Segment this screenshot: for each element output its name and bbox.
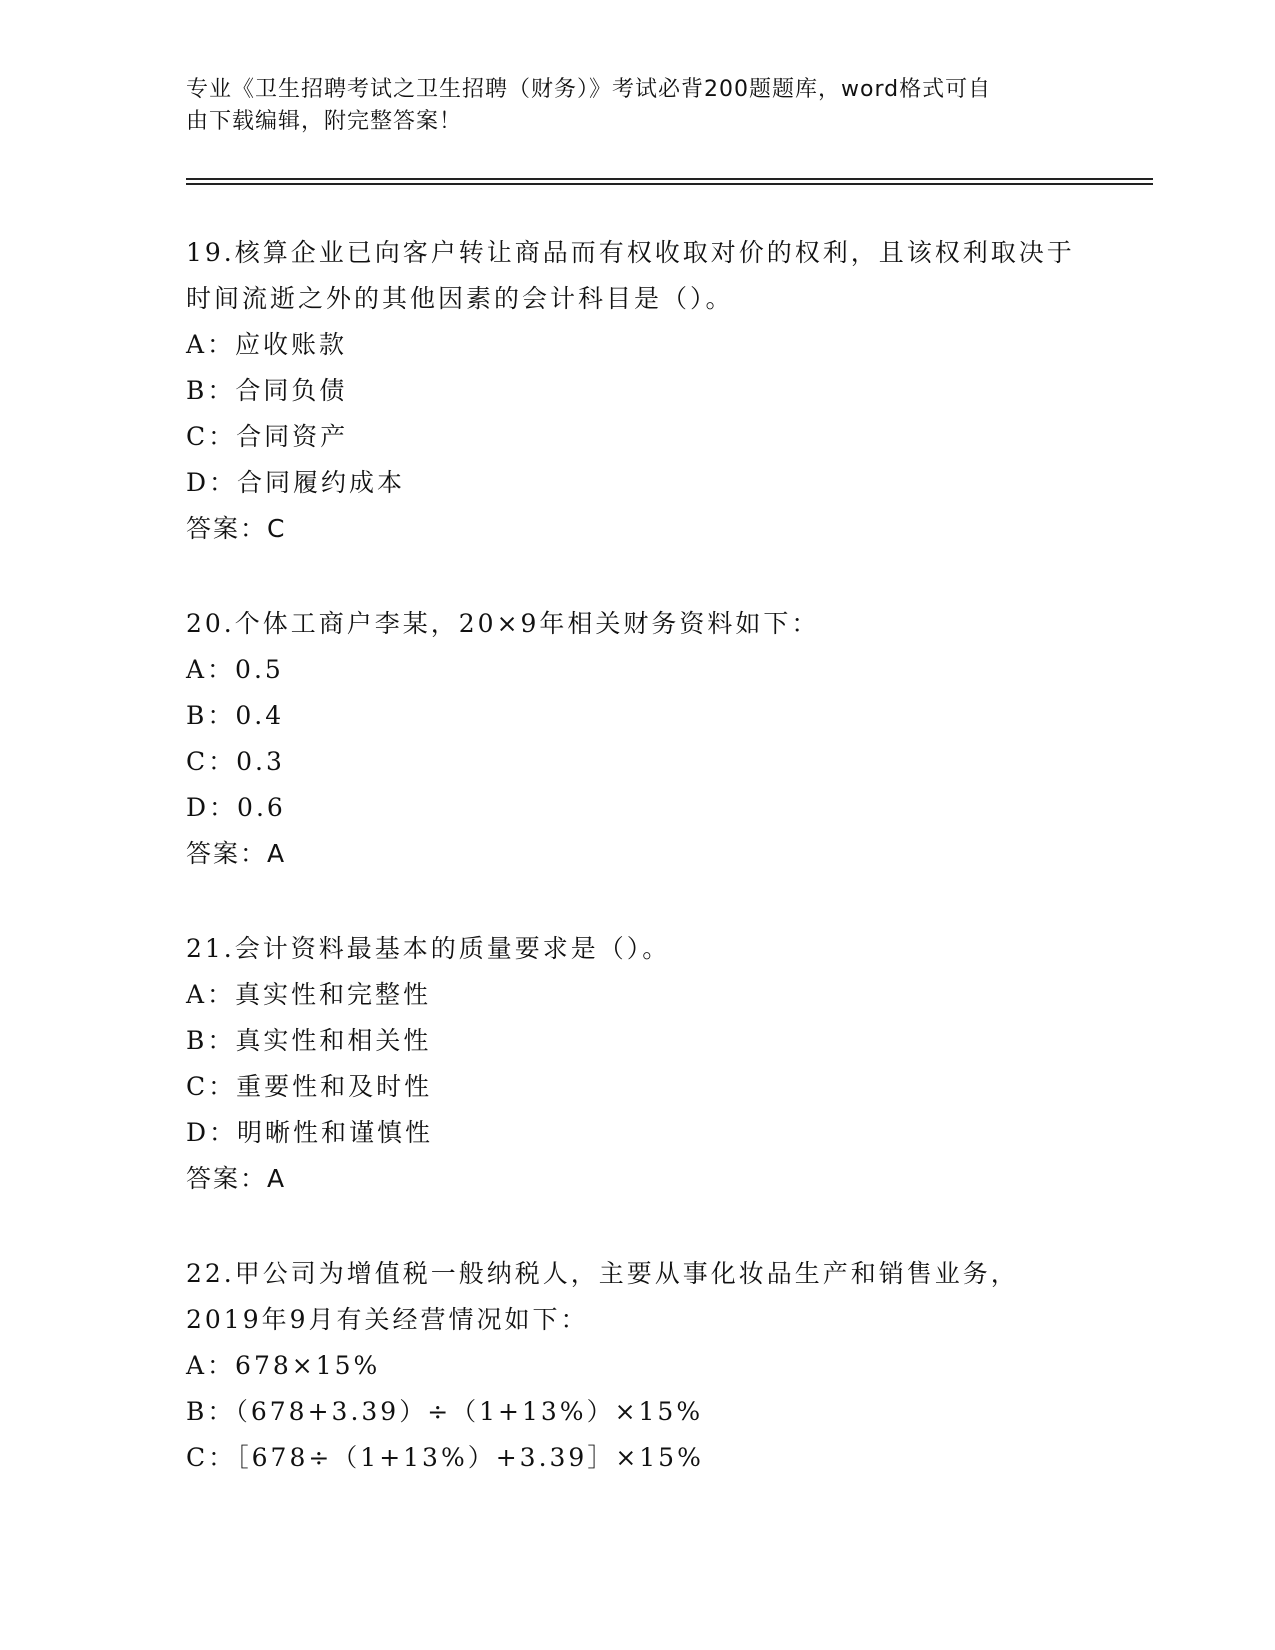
- option-b: B：真实性和相关性: [186, 1026, 432, 1055]
- question-list: [186, 230, 1086, 1530]
- header-line-2: 由下载编辑，附完整答案！: [186, 109, 463, 134]
- question-text: 22.甲公司为增值税一般纳税人，主要从事化妆品生产和销售业务，2019年9月有关经营情况如下：: [186, 1259, 1019, 1334]
- question-text: 19.核算企业已向客户转让商品而有权收取对价的权利，且该权利取决于时间流逝之外的其他因素的会计科目是（）。: [186, 238, 1075, 313]
- option-b: B：合同负债: [186, 376, 348, 405]
- option-c: C：合同资产: [186, 422, 349, 451]
- option-b: B：（678+3.39）÷（1+13%）×15%: [186, 1397, 704, 1426]
- question-20: [186, 601, 1086, 877]
- answer: 答案：C: [186, 514, 287, 543]
- option-c: C：［678÷（1+13%）+3.39］×15%: [186, 1443, 704, 1472]
- option-d: D：0.6: [186, 793, 286, 822]
- question-22: [186, 1251, 1086, 1481]
- header-line-1: 专业《卫生招聘考试之卫生招聘（财务）》考试必背200题题库，word格式可自: [186, 77, 992, 102]
- question-21: [186, 926, 1086, 1202]
- option-d: D：合同履约成本: [186, 468, 406, 497]
- option-a: A：678×15%: [186, 1351, 381, 1380]
- option-a: A：真实性和完整性: [186, 980, 432, 1009]
- question-text: 20.个体工商户李某，20×9年相关财务资料如下：: [186, 609, 820, 638]
- option-a: A：应收账款: [186, 330, 348, 359]
- document-header: [186, 74, 1086, 138]
- option-c: C：0.3: [186, 747, 285, 776]
- header-divider-top: [186, 178, 1153, 180]
- question-19: [186, 230, 1086, 552]
- option-c: C：重要性和及时性: [186, 1072, 433, 1101]
- option-b: B：0.4: [186, 701, 285, 730]
- option-d: D：明晰性和谨慎性: [186, 1118, 434, 1147]
- option-a: A：0.5: [186, 655, 284, 684]
- header-divider-bottom: [186, 183, 1153, 185]
- question-text: 21.会计资料最基本的质量要求是（）。: [186, 934, 671, 963]
- answer: 答案：A: [186, 1164, 287, 1193]
- answer: 答案：A: [186, 839, 287, 868]
